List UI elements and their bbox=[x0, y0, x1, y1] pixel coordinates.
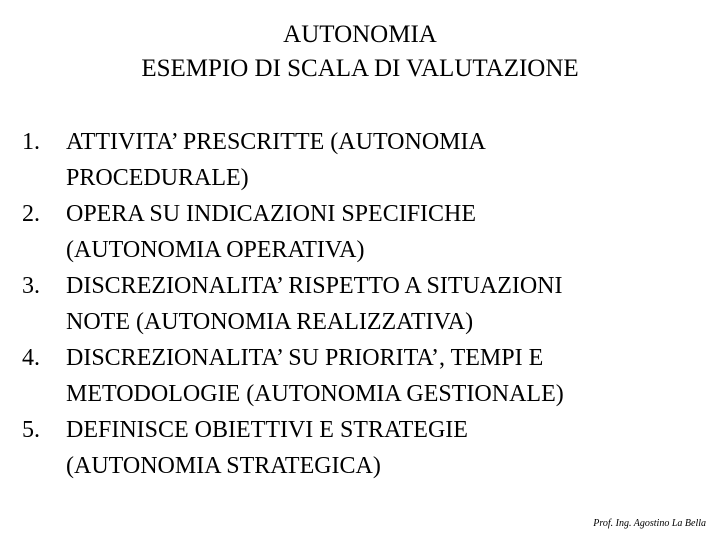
list-item-line-2: METODOLOGIE (AUTONOMIA GESTIONALE) bbox=[66, 381, 564, 407]
list-item-line-1: DISCREZIONALITA’ SU PRIORITA’, TEMPI E bbox=[66, 345, 544, 371]
list-item-line-2: NOTE (AUTONOMIA REALIZZATIVA) bbox=[66, 309, 474, 335]
list-item-line-1: ATTIVITA’ PRESCRITTE (AUTONOMIA bbox=[66, 129, 486, 155]
list-item-number: 3. bbox=[22, 273, 40, 299]
list-item-line-1: DEFINISCE OBIETTIVI E STRATEGIE bbox=[66, 417, 468, 443]
slide-title bbox=[0, 18, 720, 86]
list-item-line-2: PROCEDURALE) bbox=[66, 165, 249, 191]
footer-author: Prof. Ing. Agostino La Bella bbox=[593, 518, 706, 529]
list-item-line-1: DISCREZIONALITA’ RISPETTO A SITUAZIONI bbox=[66, 273, 563, 299]
list-item-number: 5. bbox=[22, 417, 40, 443]
list-item bbox=[22, 340, 702, 412]
list-item-line-2: (AUTONOMIA STRATEGICA) bbox=[66, 453, 381, 479]
list-item-line-1: OPERA SU INDICAZIONI SPECIFICHE bbox=[66, 201, 477, 227]
list-item bbox=[22, 412, 702, 484]
list-item-number: 4. bbox=[22, 345, 40, 371]
list-item bbox=[22, 124, 702, 196]
list-item-number: 1. bbox=[22, 129, 40, 155]
title-line-1: AUTONOMIA bbox=[283, 21, 437, 48]
list-item-number: 2. bbox=[22, 201, 40, 227]
title-line-2: ESEMPIO DI SCALA DI VALUTAZIONE bbox=[141, 55, 579, 82]
list-item bbox=[22, 196, 702, 268]
scale-list bbox=[22, 124, 702, 484]
list-item bbox=[22, 268, 702, 340]
list-item-line-2: (AUTONOMIA OPERATIVA) bbox=[66, 237, 365, 263]
